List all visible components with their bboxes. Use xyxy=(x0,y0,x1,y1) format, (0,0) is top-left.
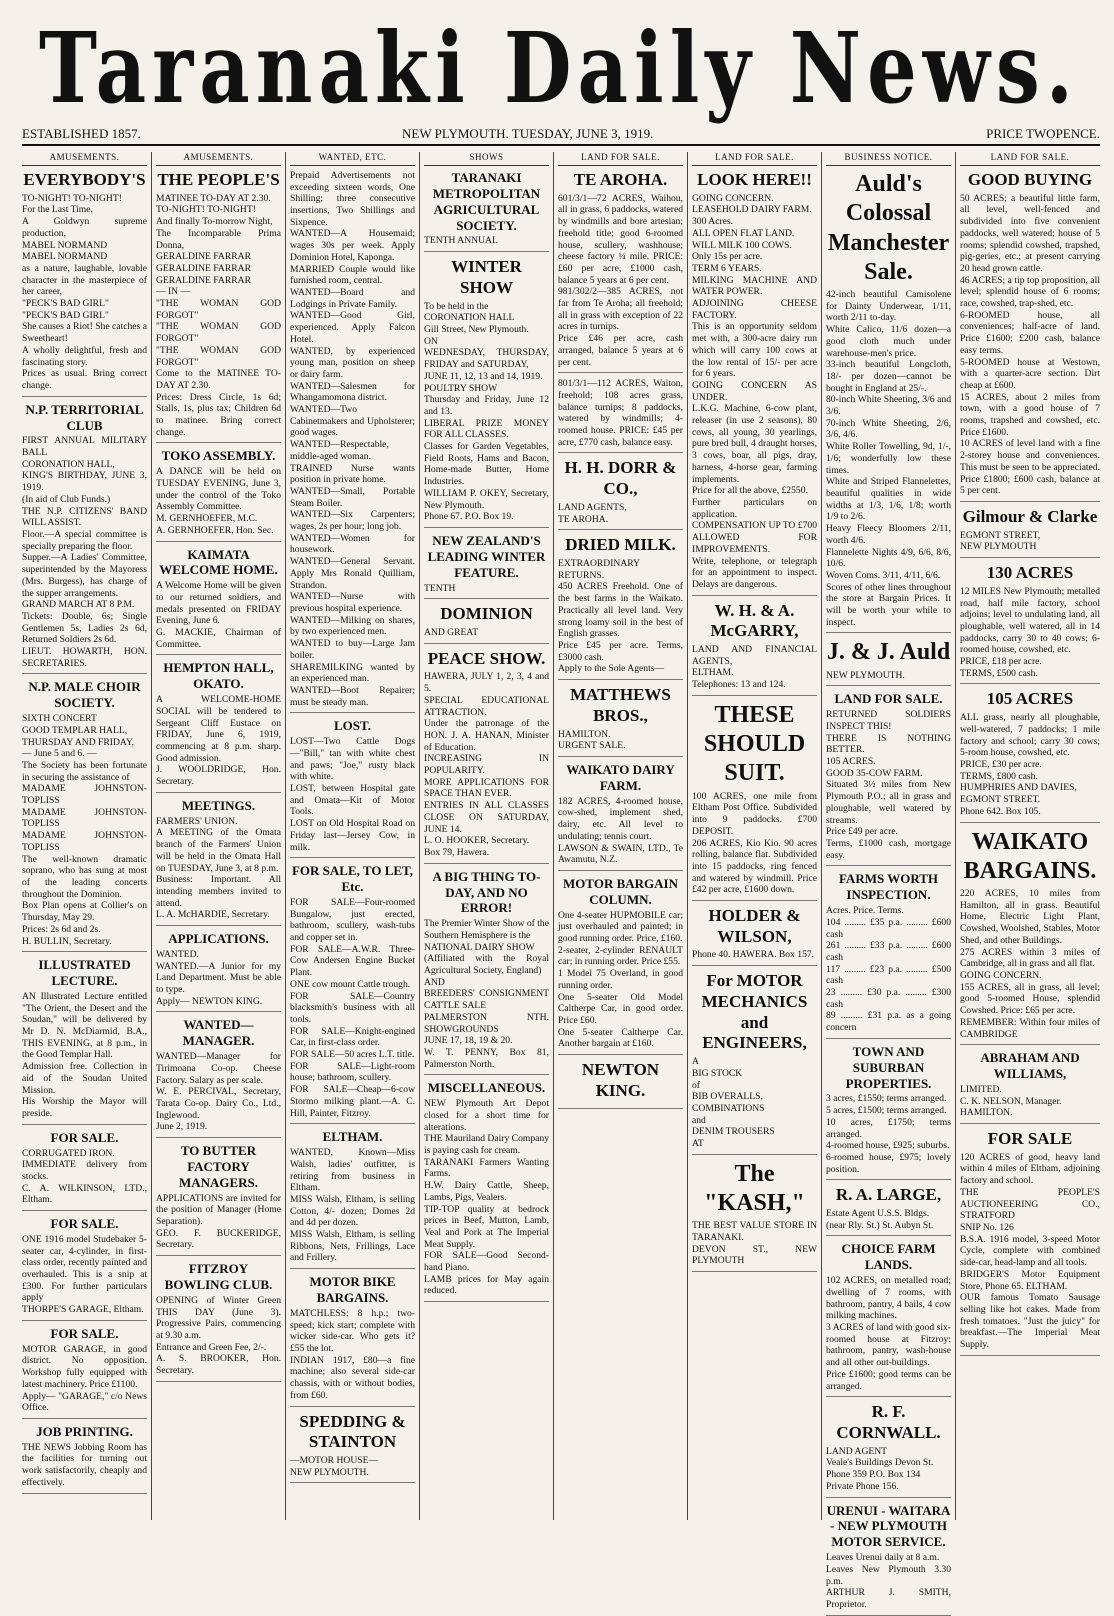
column-heading: AMUSEMENTS. xyxy=(156,152,281,166)
advertisement xyxy=(960,828,1100,1046)
advertisement-title: TOKO ASSEMBLY. xyxy=(161,448,276,464)
advertisement-body: One 4-seater HUPMOBILE car; just overhauled and painted; in good running order. Price, £160. 2-seater, 2-cylinder RENAULT car; in running order. Price £55. 1 Model 75 Overland, in good running order. One 5-seater Old Model Caltherpe Car, in good order. Price £60. One 5-seater Caltherpe Car. Another bargain at £160. xyxy=(558,909,683,1050)
advertisement-body: 220 ACRES, 10 miles from Hamilton, all in grass. Beautiful Home, Electric Light Plant, Cowshed, Woolshed, Stables, Motor Shed, and other Buildings. 275 ACRES within 3 miles of Cambridge, all in grass and all flat. GOING CONCERN. 155 ACRES, all in grass, all level; good 5-roomed House, splendid Cowshed. Price: £65 per acre. REMEMBER: Within four miles of CAMBRIDGE xyxy=(960,888,1100,1040)
advertisement xyxy=(156,660,281,792)
advertisement-title: THE PEOPLE'S xyxy=(157,169,280,189)
advertisement-title: FOR SALE, TO LET, Etc. xyxy=(291,863,413,895)
advertisement xyxy=(22,402,147,675)
advertisement xyxy=(558,170,683,373)
advertisement xyxy=(156,1017,281,1138)
advertisement-body: FARMERS' UNION. A MEETING of the Omata branch of the Farmers' Union will be held in the Omata Hall on TUESDAY, June 3, at 8 p.m. Business: Important. All intending members invited to attend. L. A. McHARDIE, Secretary. xyxy=(156,815,281,921)
advertisement-title: EVERYBODY'S xyxy=(23,169,146,189)
advertisement-title: LOOK HERE!! xyxy=(697,169,812,189)
advertisement-body: OPENING of Winter Green THIS DAY (June 3). Progressive Pairs, commencing at 9.30 a.m. Entrance and Green Fee, 2/-. A. S. BROOKER, Hon. Secretary. xyxy=(156,1294,281,1377)
advertisement-body: LAND AND FINANCIAL AGENTS, ELTHAM. Telephones: 13 and 124. xyxy=(692,644,817,691)
advertisement-body: ONE 1916 model Studebaker 5-seater car, 4-cylinder, in first-class order, recently painted and overhauled. This is a snip at £300. For further particulars apply THORPE'S GARAGE, Eltham. xyxy=(22,1233,147,1316)
advertisement-body: A DANCE will be held on TUESDAY EVENING, June 3, under the control of the Toko Assembly Committee. M. GERNHOEFER, M.C. A. GERNHOEFER, Hon. Sec. xyxy=(156,466,281,536)
advertisement-title: DOMINION xyxy=(440,604,533,624)
column-3 xyxy=(286,152,420,1520)
column-heading: BUSINESS NOTICE. xyxy=(826,152,951,166)
advertisement-title: FOR SALE xyxy=(987,1129,1073,1149)
advertisement-title: MEETINGS. xyxy=(181,797,256,813)
advertisement-body: APPLICATIONS are invited for the position of Manager (Home Separation). GEO. F. BUCKERIDGE, Secretary. xyxy=(156,1192,281,1251)
advertisement-title: FOR SALE. xyxy=(50,1129,119,1145)
advertisement-body: AND GREAT xyxy=(424,626,479,638)
advertisement-body: 12 MILES New Plymouth; metalled road, half mile factory, school adjoins; level to undulating land, all ploughable, well watered, all in 14 paddocks, carry 30 to 40 cows; 6-roomed house, cowshed, etc. PRICE, £18 per acre. TERMS, £500 cash. xyxy=(960,585,1100,679)
advertisement-title: KAIMATA WELCOME HOME. xyxy=(159,546,278,578)
advertisement-body: NEW Plymouth Art Depot closed for a short time for alterations. THE Mauriland Dairy Company is paying cash for cream. TARANAKI Farmers Wanting Farms. H.W. Dairy Cattle, Sheep, Lambs, Pigs, Vealers. TIP-TOP quality at bedrock prices in Beef, Mutton, Lamb, Veal and Pork at The Imperial Meat Supply. FOR SALE—Good Second-hand Piano. LAMB prices for May again reduced. xyxy=(424,1098,549,1297)
advertisement xyxy=(826,1402,951,1497)
advertisement-title: For MOTOR MECHANICS and ENGINEERS, xyxy=(701,971,808,1053)
advertisement-body: AN Illustrated Lecture entitled "The Orient, the Desert and the Soudan," will be delivered by Mr D. N. McDiarmid, B.A., THIS EVENING, at 8 p.m., in the Good Templar Hall. Admission free. Collection in aid of the Soudan United Mission. His Worship the Mayor will preside. xyxy=(22,990,147,1119)
advertisement-body: TO-NIGHT! TO-NIGHT! For the Last Time, A Goldwyn supreme production, MABEL NORMAND MABEL NORMAND as a nature, laughable, lovable character in the masterpiece of her career, "PECK'S BAD GIRL" "PECK'S BAD GIRL" She causes a Riot! She catches a Sweetheart! A wholly delightful, fresh and fascinating story. Prices as usual. Bring correct change. xyxy=(22,192,147,391)
advertisement xyxy=(826,1503,951,1616)
advertisement-body: A Welcome Home will be given to our returned soldiers, and medals presented on FRIDAY Evening, June 6. G. MACKIE, Chairman of Committee. xyxy=(156,580,281,650)
advertisement-body: A WELCOME-HOME SOCIAL will be tendered to Sergeant Cliff Eustace on FRIDAY, June 6, 1919, commencing at 8 p.m. sharp. Good admission. J. WOOLDRIDGE, Hon. Secretary. xyxy=(156,694,281,788)
advertisement xyxy=(290,170,415,713)
advertisement-title: N.P. TERRITORIAL CLUB xyxy=(25,401,144,433)
advertisement-body: Leaves Urenui daily at 8 a.m. Leaves New Plymouth 3.30 p.m. ARTHUR J. SMITH, Proprietor. xyxy=(826,1552,951,1610)
advertisement-title: R. F. CORNWALL. xyxy=(836,1402,941,1442)
column-heading: LAND FOR SALE. xyxy=(558,152,683,166)
advertisement xyxy=(290,718,415,858)
advertisement-body: HAWERA, JULY 1, 2, 3, 4 and 5. SPECIAL EDUCATIONAL ATTRACTION. Under the patronage of the HON. J. A. HANAN, Minister of Education. INCREASING IN POPULARITY. MORE APPLICATIONS FOR SPACE THAN EVER. ENTRIES IN ALL CLASSES CLOSE ON SATURDAY, JUNE 14. L. O. HOOKER, Secretary. Box 79, Hawera. xyxy=(424,671,549,858)
column-2 xyxy=(152,152,286,1520)
advertisement-body: MOTOR GARAGE, in good district. No opposition. Workshop fully equipped with latest machinery. Price £1100. Apply— "GARAGE," c/o News Office. xyxy=(22,1343,147,1414)
advertisement xyxy=(156,1261,281,1382)
dateline xyxy=(22,126,1100,146)
advertisement xyxy=(156,1143,281,1256)
advertisement xyxy=(826,1241,951,1397)
advertisement-body: NEW PLYMOUTH. xyxy=(826,669,905,681)
advertisement xyxy=(424,257,549,528)
advertisement-title: MOTOR BARGAIN COLUMN. xyxy=(563,875,678,907)
advertisement-body: The Premier Winter Show of the Southern Hemisphere is the NATIONAL DAIRY SHOW (Affiliated with the Royal Agricultural Society, England) AND BREEDERS' CONSIGNMENT CATTLE SALE PALMERSTON NTH. SHOWGROUNDS JUNE 17, 18, 19 & 20. W. T. PENNY, Box 81, Palmerston North. xyxy=(424,918,549,1070)
advertisement xyxy=(960,1050,1100,1124)
advertisement-title: WAIKATO BARGAINS. xyxy=(963,828,1097,884)
advertisement xyxy=(290,863,415,1124)
advertisement xyxy=(424,604,549,643)
advertisement xyxy=(558,1060,683,1108)
advertisement-title: TE AROHA. xyxy=(573,169,668,189)
advertisement xyxy=(424,869,549,1076)
advertisement xyxy=(960,507,1100,558)
advertisement-title: GOOD BUYING xyxy=(967,169,1093,189)
advertisement-title: DRIED MILK. xyxy=(565,535,676,555)
advertisement-title: NEWTON KING. xyxy=(581,1060,660,1100)
advertisement-title: HOLDER & WILSON, xyxy=(708,906,801,946)
advertisement-body: LAND AGENT Veale's Buildings Devon St. Phone 359 P.O. Box 134 Private Phone 156. xyxy=(826,1445,934,1492)
advertisement-title: FARMS WORTH INSPECTION. xyxy=(838,871,939,903)
advertisement-body: 3 acres, £1550; terms arranged. 5 acres, £1500; terms arranged. 10 acres, £1750; terms arranged. 4-roomed house, £925; suburbs. 6-roomed house, £975; lovely position. xyxy=(826,1093,951,1175)
advertisement-title: TO BUTTER FACTORY MANAGERS. xyxy=(178,1143,259,1190)
advertisement-body: WANTED, Known—Miss Walsh, ladies' outfitter, is retiring from business in Eltham. MISS Walsh, Eltham, is selling Cotton, 4/- dozen; Domes 2d and 4d per dozen. MISS Walsh, Eltham, is selling Ribbons, Nets, Frillings, Lace and Frillery. xyxy=(290,1147,415,1264)
advertisement xyxy=(692,906,817,966)
advertisement-title: URENUI - WAITARA - NEW PLYMOUTH MOTOR SERVICE. xyxy=(826,1502,951,1550)
advertisement-title: FITZROY BOWLING CLUB. xyxy=(164,1261,273,1292)
advertisement-title: TOWN AND SUBURBAN PROPERTIES. xyxy=(845,1043,932,1091)
advertisement xyxy=(22,679,147,952)
advertisement-title: MISCELLANEOUS. xyxy=(427,1080,546,1096)
advertisement-body: ALL grass, nearly all ploughable, well-watered, 7 paddocks; 1 mile factory and school; carry 30 cows; 5-room house, cowshed, etc. PRICE, £30 per acre. TERMS, £800 cash. HUMPHRIES AND DAVIES, EGMONT STREET. Phone 642. Box 105. xyxy=(960,712,1100,817)
advertisement-body: EGMONT STREET, NEW PLYMOUTH xyxy=(960,529,1041,553)
advertisement xyxy=(22,1130,147,1211)
advertisement xyxy=(558,685,683,757)
advertisement-body: MATINEE TO-DAY AT 2.30. TO-NIGHT! TO-NIGHT! And finally To-morrow Night, The Incomparable Prima Donna, GERALDINE FARRAR GERALDINE FARRAR GERALDINE FARRAR — IN — "THE WOMAN GOD FORGOT" "THE WOMAN GOD FORGOT" "THE WOMAN GOD FORGOT" Come to the MATINEE TO-DAY AT 2.30. Prices: Dress Circle, 1s 6d; Stalls, 1s, plus tax; Children 6d to matinee. Bring correct change. xyxy=(156,192,281,438)
advertisement-title: Auld's Colossal Manchester Sale. xyxy=(827,170,950,285)
advertisement xyxy=(558,378,683,453)
advertisement xyxy=(826,638,951,686)
advertisement-title: ABRAHAM AND WILLIAMS, xyxy=(980,1050,1080,1082)
advertisement-title: WINTER SHOW xyxy=(451,257,522,297)
established-label: ESTABLISHED 1857. xyxy=(22,126,141,141)
advertisement-body: RETURNED SOLDIERS INSPECT THIS! THERE IS NOTHING BETTER. 105 ACRES. GOOD 35-COW FARM. Situated 3½ miles from New Plymouth P.O.; all in grass and ploughable, well watered by streams. Price £49 per acre. Terms, £1000 cash, mortgage easy. xyxy=(826,709,951,861)
column-1 xyxy=(18,152,152,1520)
newspaper-title: Taranaki Daily News. xyxy=(39,12,1079,126)
advertisement-title: FOR SALE. xyxy=(50,1325,119,1341)
advertisement-body: CORRUGATED IRON. IMMEDIATE delivery from stocks. C. A. WILKINSON, LTD., Eltham. xyxy=(22,1147,147,1206)
advertisement xyxy=(692,170,817,596)
advertisement xyxy=(692,971,817,1155)
advertisement-body: SIXTH CONCERT GOOD TEMPLAR HALL, THURSDAY AND FRIDAY, — June 5 and 6. — The Society has been fortunate in securing the assistance of MADAME JOHNSTON-TOPLISS MADAME JOHNSTON-TOPLISS MADAME JOHNSTON-TOPLISS The well-known dramatic soprano, who has sung at most of the leading concerts throughout the Dominion. Box Plan opens at Collier's on Thursday, May 29. Prices: 2s 6d and 2s. H. BULLIN, Secretary. xyxy=(22,713,147,947)
advertisement xyxy=(692,1160,817,1272)
column-6 xyxy=(688,152,822,1520)
advertisement xyxy=(960,170,1100,502)
advertisement-title: JOB PRINTING. xyxy=(36,1423,133,1439)
advertisement-title: CHOICE FARM LANDS. xyxy=(841,1241,936,1273)
advertisement-body: 601/3/1—72 ACRES, Waihou, all in grass, 6 paddocks, watered by windmills and bore artesian; freehold title; good 6-roomed house, scullery, washhouse; cheese factory ¼ mile. PRICE: £60 per acre, £1000 cash, balance 5 years at 6 per cent. 981/302/2—385 ACRES, not far from Te Aroha; all freehold; all in grass with exception of 22 acres in turnips. Price £46 per acre, cash arranged, balance 5 years at 6 per cent. xyxy=(558,192,683,368)
column-heading: AMUSEMENTS. xyxy=(22,152,147,166)
column-8 xyxy=(956,152,1104,1520)
advertisement xyxy=(692,601,817,696)
advertisement-title: H. H. DORR & CO., xyxy=(564,458,677,499)
advertisement xyxy=(156,170,281,444)
advertisement xyxy=(156,547,281,656)
advertisement-body: THE NEWS Jobbing Room has the facilities for turning out work satisfactorily, cheaply and effectively. xyxy=(22,1441,147,1488)
advertisement-body: To be held in the CORONATION HALL Gill Street, New Plymouth. ON WEDNESDAY, THURSDAY, FRIDAY and SATURDAY, JUNE 11, 12, 13 and 14, 1919. POULTRY SHOW Thursday and Friday, June 12 and 13. LIBERAL PRIZE MONEY FOR ALL CLASSES. Classes for Garden Vegetables, Field Roots, Hams and Bacon, Home-made Butter, Home Industries. WILLIAM P. OKEY, Secretary, New Plymouth. Phone 67. P.O. Box 19. xyxy=(424,300,549,523)
advertisement-body: TENTH xyxy=(424,582,456,594)
advertisement-title: W. H. & A. McGARRY, xyxy=(710,600,799,641)
advertisement-body: Phone 40. HAWERA. Box 157. xyxy=(692,949,815,961)
advertisement-body: 50 ACRES; a beautiful little farm, all level, well-fenced and subdivided into five convenient paddocks, well watered; house of 5 rooms; splendid cowshed, trapshed, pig-geries, etc.; at present carrying 20 head grown cattle. 46 ACRES; a tip top proposition, all level; splendid house of 6 rooms; race, cowshed, trap-shed, etc. 6-ROOMED house, all conveniences; half-acre of land. Price £1600; £200 cash, balance easy terms. 5-ROOMED house at Westown, with a quarter-acre section. Dirt cheap at £600. 15 ACRES, about 2 miles from town, with a good house of 7 rooms, trapshed and cowshed, etc. Price £1600. 10 ACRES of level land with a fine 2-storey house and conveniences. This must be seen to be appreciated. Price £1800; £600 cash, balance at 5 per cent. xyxy=(960,192,1100,497)
column-7 xyxy=(822,152,956,1610)
advertisement xyxy=(156,931,281,1012)
advertisement xyxy=(558,535,683,680)
advertisement xyxy=(290,1129,415,1269)
column-4 xyxy=(420,152,554,1520)
column-heading: SHOWS xyxy=(424,152,549,166)
advertisement xyxy=(424,170,549,252)
advertisement-body: MATCHLESS; 8 h.p.; two-speed; kick start; complete with wicker side-car. Who gets it? £55 the lot. INDIAN 1917, £80—a fine machine; also several side-car chassis, with or without bodies, from £60. xyxy=(290,1307,415,1401)
advertisement xyxy=(156,448,281,541)
advertisement-title: ILLUSTRATED LECTURE. xyxy=(38,957,131,989)
advertisement-title: THESE SHOULD SUIT. xyxy=(703,701,806,787)
advertisement xyxy=(156,798,281,926)
advertisement-title: WAIKATO DAIRY FARM. xyxy=(566,761,675,793)
advertisement-title: PEACE SHOW. xyxy=(427,648,546,668)
advertisement-body: EXTRAORDINARY RETURNS. 450 ACRES Freehold. One of the best farms in the Waikato. Practically all level land. Very strong loamy soil in the best of English grasses. Price £45 per acre. Terms, £3000 cash. Apply to the Sole Agents— xyxy=(558,558,683,675)
advertisement-title: HEMPTON HALL, OKATO. xyxy=(163,660,274,692)
advertisement xyxy=(960,563,1100,684)
advertisement-title: 130 ACRES xyxy=(986,563,1074,583)
advertisement-title: 105 ACRES xyxy=(986,689,1074,709)
advertisement-title: J. & J. Auld xyxy=(826,639,951,666)
advertisement-title: Gilmour & Clarke xyxy=(962,506,1098,526)
advertisement-body: 100 ACRES, one mile from Eltham Post Office. Subdivided into 9 paddocks. £700 DEPOSIT. 206 ACRES, Kio Kio. 90 acres rolling, balance flat. Subdivided into 15 paddocks, ring fenced and watered by windmill. Price £42 per acre, £1600 down. xyxy=(692,790,817,896)
advertisement xyxy=(692,701,817,901)
advertisement-body: FIRST ANNUAL MILITARY BALL CORONATION HALL, KING'S BIRTHDAY, JUNE 3, 1919. (In aid of Club Funds.) THE N.P. CITIZENS' BAND WILL ASSIST. Floor.—A special committee is specially preparing the floor. Supper.—A Ladies' Committee, superintended by the Mayoress (Mrs. Burgess), has charge of the supper arrangements. GRAND MARCH AT 8 P.M. Tickets: Double, 6s; Single Gentlemen 5s, Ladies 2s 6d, Returned Soldiers 2s 6d. LIEUT. HOWARTH, HON. SECRETARIES. xyxy=(22,435,147,669)
advertisement xyxy=(22,1216,147,1321)
columns-area xyxy=(18,152,1104,1610)
advertisement-body: LIMITED. C. K. NELSON, Manager. HAMILTON. xyxy=(960,1083,1062,1119)
column-5 xyxy=(554,152,688,1520)
advertisement-body: THE BEST VALUE STORE IN TARANAKI. DEVON ST., NEW PLYMOUTH xyxy=(692,1220,817,1267)
price-label: PRICE TWOPENCE. xyxy=(986,126,1100,141)
advertisement-body: WANTED. WANTED.—A Junior for my Land Department. Must be able to type. Apply— NEWTON KING. xyxy=(156,948,281,1007)
advertisement xyxy=(826,1185,951,1236)
advertisement-body: Acres. Price. Terms. 104 ......... £35 p.a. ......... £600 cash 261 ......... £33 p.a. ......... £600 cash 117 ......... £23 p.a. ......... £500 cash 23 ......... £30 p.a. ......... £300 cash 89 ......... £31 p.a. as a going concern xyxy=(826,905,951,1034)
advertisement xyxy=(290,1274,415,1406)
masthead xyxy=(0,0,1114,126)
advertisement xyxy=(826,691,951,866)
advertisement xyxy=(960,689,1100,822)
advertisement xyxy=(22,957,147,1124)
advertisement xyxy=(22,170,147,397)
place-date: NEW PLYMOUTH. TUESDAY, JUNE 3, 1919. xyxy=(402,126,654,141)
advertisement xyxy=(826,1044,951,1181)
advertisement xyxy=(290,1412,415,1484)
column-heading: LAND FOR SALE. xyxy=(692,152,817,166)
advertisement xyxy=(558,458,683,530)
advertisement xyxy=(558,876,683,1055)
advertisement-body: FOR SALE—Four-roomed Bungalow, just erected, bathroom, scullery, wash-tubs and copper set in. FOR SALE—A.W.R. Three-Cow Andersen Engine Bucket Plant. ONE cow mount Cattle trough. FOR SALE—Country blacksmith's business with all tools. FOR SALE—Knight-engined Car, in first-class order. FOR SALE—50 acres L.T. title. FOR SALE—Light-room house; bathroom, scullery. FOR SALE—Cheap—6-cow Stormo milking plant.—A. C. Hill, Painter, Fitzroy. xyxy=(290,896,415,1119)
advertisement-body: 42-inch beautiful Camisolene for Dainty Underwear, 1/11, worth 2/11 to-day. White Calico, 11/6 dozen—a good cloth much under warehouse-men's price. 33-inch beautiful Longcloth, 18/- per dozen—cannot be bought in England at 25/-. 80-inch White Sheeting, 3/6 and 3/6. 70-inch White Sheeting, 2/6, 3/6, 4/6. White Roller Towelling, 9d, 1/-, 1/6; wonderfully low these times. White and Striped Flannelettes, beautiful qualities in wide widths at 1/3, 1/6, 1/8; worth 1/9 to 2/6. Heavy Fleecy Bloomers 2/11, worth 4/6. Flannelette Nights 4/9, 6/6, 8/6, 10/6. Woven Coms. 3/11, 4/11, 6/6. Scores of other lines throughout the store at Bargain Prices. It will be worth your while to inspect. xyxy=(826,289,951,628)
advertisement-title: ELTHAM. xyxy=(322,1129,383,1145)
advertisement xyxy=(826,871,951,1038)
advertisement xyxy=(424,533,549,599)
advertisement-body: 102 ACRES, on metalled road; dwelling of 7 rooms, with bathroom, pantry, 4 bails, 4 cow milking machines. 3 ACRES of land with good six-roomed house at Fitzroy: bathroom, pantry, wash-house and all other out-buildings. Price £1600; good terms can be arranged. xyxy=(826,1275,951,1392)
advertisement-title: N.P. MALE CHOIR SOCIETY. xyxy=(28,679,141,711)
advertisement-title: APPLICATIONS. xyxy=(168,931,269,947)
advertisement xyxy=(960,1129,1100,1356)
advertisement-body: A BIG STOCK of BIB OVERALLS, COMBINATIONS and DENIM TROUSERS AT xyxy=(692,1056,775,1150)
advertisement-body: LAND AGENTS, TE AROHA. xyxy=(558,501,627,525)
advertisement-title: The "KASH," xyxy=(704,1160,805,1217)
advertisement xyxy=(424,1080,549,1302)
advertisement xyxy=(558,762,683,871)
column-heading: WANTED, ETC. xyxy=(290,152,415,166)
advertisement-title: SPEDDING & STAINTON xyxy=(299,1411,406,1452)
advertisement xyxy=(22,1326,147,1419)
advertisement-body: Estate Agent U.S.S. Bldgs. (near Rly. St.) St. Aubyn St. xyxy=(826,1208,934,1231)
advertisement-title: LOST. xyxy=(334,718,371,734)
advertisement xyxy=(826,170,951,633)
advertisement xyxy=(424,649,549,864)
advertisement-title: MOTOR BIKE BARGAINS. xyxy=(309,1274,396,1306)
advertisement-body: Prepaid Advertisements not exceeding sixteen words, One Shilling; three consecutive insertions, Two Shillings and Sixpence. WANTED—A Housemaid; wages 30s per week. Apply Dominion Hotel, Kaponga. MARRIED Couple would like furnished room, central. WANTED—Board and Lodgings in Private Family. WANTED—Good Girl, experienced. Apply Falcon Hotel. WANTED, by experienced young man, position on sheep or dairy farm. WANTED—Salesmen for Whangamomona district. WANTED—Two Cabinetmakers and Upholsterer; good wages. WANTED—Respectable, middle-aged woman. TRAINED Nurse wants position in private home. WANTED—Small, Portable Steam Boiler. WANTED—Six Carpenters; wages, 2s per hour; long job. WANTED—Women for housework. WANTED—General Servant. Apply Mrs Ronald Quilliam, Strandon. WANTED—Nurse with previous hospital experience. WANTED—Milking on shares, by two experienced men. WANTED to buy—Large Jam boiler. SHAREMILKING wanted by an experienced man. WANTED—Boot Repairer; must be steady man. xyxy=(290,169,415,708)
column-heading: LAND FOR SALE. xyxy=(960,152,1100,166)
advertisement-title: FOR SALE. xyxy=(50,1216,119,1232)
advertisement-title: WANTED—MANAGER. xyxy=(182,1017,255,1049)
advertisement-body: —MOTOR HOUSE— NEW PLYMOUTH. xyxy=(290,1454,379,1478)
advertisement-body: GOING CONCERN. LEASEHOLD DAIRY FARM. 300 Acres. ALL OPEN FLAT LAND. WILL MILK 100 COWS. Only 15s per acre. TERM 6 YEARS. MILKING MACHINE AND WATER POWER. ADJOINING CHEESE FACTORY. This is an opportunity seldom met with, a 300-acre dairy run which will carry 100 cows at the low rental of 15/- per acre for 6 years. GOING CONCERN AS UNDER. L.K.G. Machine, 6-cow plant, releaser (in use 2 seasons), 80 cows, all young, 30 yearlings, pure bred bull, 4 draught horses, 3 cows, boar, all pigs, dray, harness, 4-horse gear, farming implements. Price for all the above, £2550. Further particulars on application. COMPENSATION UP TO £700 ALLOWED FOR IMPROVEMENTS. Write, telephone, or telegraph for an appointment to inspect. Delays are dangerous. xyxy=(692,192,817,590)
advertisement xyxy=(22,1424,147,1494)
advertisement-title: MATTHEWS BROS., xyxy=(570,685,671,725)
advertisement-title: TARANAKI METROPOLITAN AGRICULTURAL SOCIETY. xyxy=(432,169,541,233)
advertisement-title: LAND FOR SALE. xyxy=(834,691,943,707)
advertisement-title: NEW ZEALAND'S LEADING WINTER FEATURE. xyxy=(427,532,546,580)
advertisement-body: TENTH ANNUAL xyxy=(424,235,498,247)
advertisement-body: 182 ACRES, 4-roomed house, cow-shed, implement shed, dairy, etc. All level to undulating; tennis court. LAWSON & SWAIN, LTD., Te Awamutu, N.Z. xyxy=(558,795,683,866)
advertisement-title: A BIG THING TO-DAY, AND NO ERROR! xyxy=(432,868,541,916)
advertisement-body: 801/3/1—112 ACRES, Waiton, freehold; 108 acres grass, balance turnips; 8 paddocks, watered by windmills; 4-roomed house. PRICE: £45 per acre, £770 cash, balance easy. xyxy=(558,378,683,448)
advertisement-title: R. A. LARGE, xyxy=(835,1185,942,1205)
advertisement-body: HAMILTON. URGENT SALE. xyxy=(558,728,626,752)
advertisement-body: LOST—Two Cattle Dogs—"Bill," tan with white chest and paws; "Joe," rusty black with white. LOST, between Hospital gate and Omata—Kit of Motor Tools. LOST on Old Hospital Road on Friday last—Jersey Cow, in milk. xyxy=(290,736,415,853)
advertisement-body: WANTED—Manager for Tirimoana Co-op. Cheese Factory. Salary as per scale. W. E. PERCIVAL, Secretary, Tarata Co-op. Dairy Co., Ltd., Inglewood. June 2, 1919. xyxy=(156,1051,281,1133)
advertisement-body: 120 ACRES of good, heavy land within 4 miles of Eltham, adjoining factory and school. THE PEOPLE'S AUCTIONEERING CO., STRATFORD SNIP No. 126 B.S.A. 1916 model, 3-speed Motor Cycle, complete with combined side-car, head-lamp and all tools. BRIDGER'S Motor Equipment Store, Phone 65. ELTHAM. OUR famous Tomato Sausage selling like hot cakes. Made from fresh tomatoes. "Just the juicy" for breakfast.—The Imperial Meat Supply. xyxy=(960,1151,1100,1351)
